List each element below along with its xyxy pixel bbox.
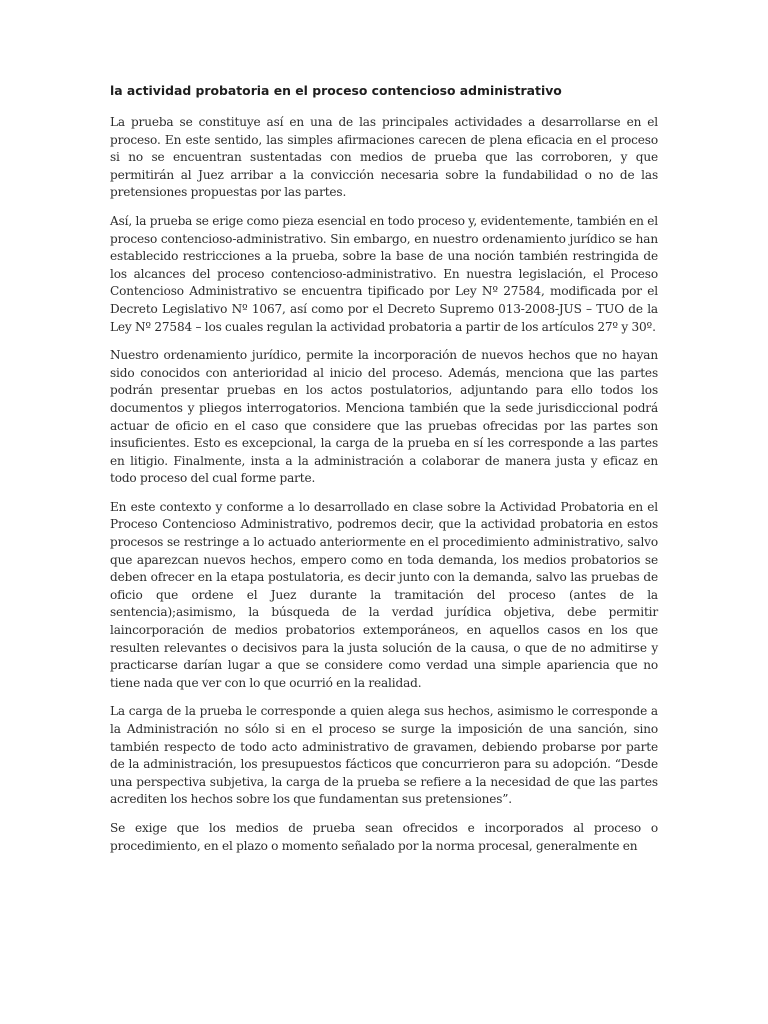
document-body [110, 82, 658, 866]
paragraph-5: La carga de la prueba le corresponde a quien alega sus hechos, asimismo le corresponde a la Administración no sólo si en el proceso se surge la imposición de una sanción, sino también respecto de todo acto administrativo de gravamen, debiendo probarse por parte de la administración, los presupuestos fácticos que concurrieron para su adopción. “Desde una perspectiva subjetiva, la carga de la prueba se refiere a la necesidad de que las partes acrediten los hechos sobre los que fundamentan sus pretensiones”. [110, 704, 658, 807]
document-title: la actividad probatoria en el proceso contencioso administrativo [110, 83, 562, 98]
paragraph-3: Nuestro ordenamiento jurídico, permite la incorporación de nuevos hechos que no hayan sido conocidos con anterioridad al inicio del proceso. Además, menciona que las partes podrán presentar pruebas en los actos postulatorios, adjuntando para ello todos los documentos y pliegos interrogatorios. Menciona también que la sede jurisdiccional podrá actuar de oficio en el caso que considere que las pruebas ofrecidas por las partes son insuficientes. Esto es excepcional, la carga de la prueba en sí les corresponde a las partes en litigio. Finalmente, insta a la administración a colaborar de manera justa y eficaz en todo proceso del cual forme parte. [110, 348, 658, 486]
paragraph-1: La prueba se constituye así en una de las principales actividades a desarrollarse en el proceso. En este sentido, las simples afirmaciones carecen de plena eficacia en el proceso si no se encuentran sustentadas con medios de prueba que las corroboren, y que permitirán al Juez arribar a la convicción necesaria sobre la fundabilidad o no de las pretensiones propuestas por las partes. [110, 115, 658, 200]
paragraph-6: Se exige que los medios de prueba sean ofrecidos e incorporados al proceso o procedimiento, en el plazo o momento señalado por la norma procesal, generalmente en [110, 820, 658, 853]
paragraph-2: Así, la prueba se erige como pieza esencial en todo proceso y, evidentemente, también en el proceso contencioso-administrativo. Sin embargo, en nuestro ordenamiento jurídico se han establecido restricciones a la prueba, sobre la base de una noción también restringida de los alcances del proceso contencioso-administrativo. En nuestra legislación, el Proceso Contencioso Administrativo se encuentra tipificado por Ley Nº 27584, modificada por el Decreto Legislativo Nº 1067, así como por el Decreto Supremo 013-2008-JUS – TUO de la Ley Nº 27584 – los cuales regulan la actividad probatoria a partir de los artículos 27º y 30º. [110, 213, 658, 334]
paragraph-4: En este contexto y conforme a lo desarrollado en clase sobre la Actividad Probatoria en el Proceso Contencioso Administrativo, podremos decir, que la actividad probatoria en estos procesos se restringe a lo actuado anteriormente en el procedimiento administrativo, salvo que aparezcan nuevos hechos, empero como en toda demanda, los medios probatorios se deben ofrecer en la etapa postulatoria, es decir junto con la demanda, salvo las pruebas de oficio que ordene el Juez durante la tramitación del proceso (antes de la sentencia);asimismo, la búsqueda de la verdad jurídica objetiva, debe permitir laincorporación de medios probatorios extemporáneos, en aquellos casos en los que resulten relevantes o decisivos para la justa solución de la causa, o que de no admitirse y practicarse darían lugar a que se considere como verdad una simple apariencia que no tiene nada que ver con lo que ocurrió en la realidad. [110, 499, 658, 690]
